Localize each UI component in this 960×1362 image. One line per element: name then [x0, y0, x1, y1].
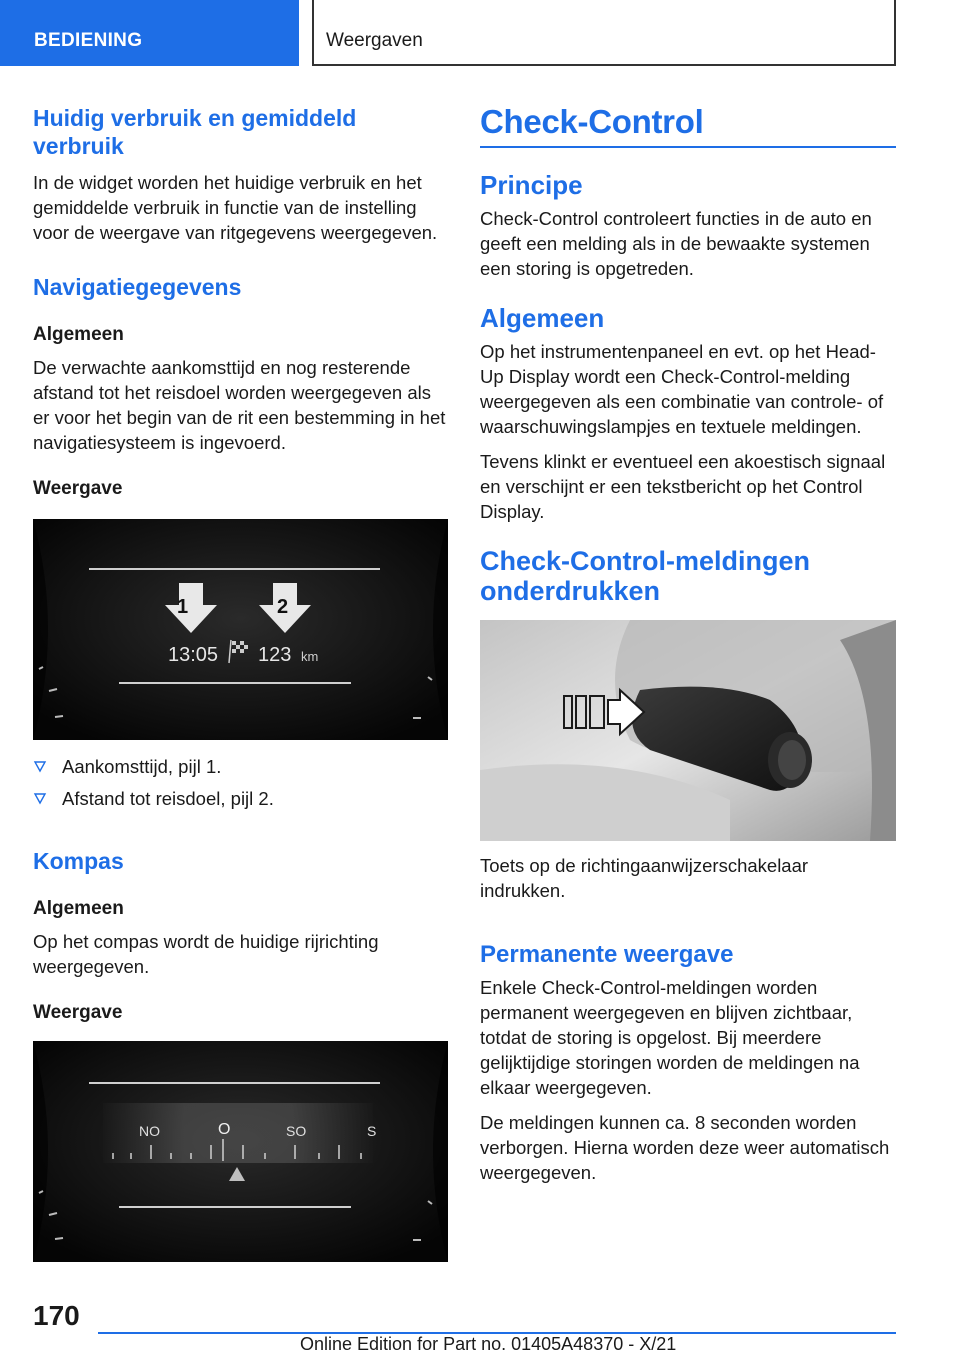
compass-label-no: NO [139, 1123, 160, 1139]
compass-graphic [33, 1041, 448, 1262]
navigation-heading: Navigatiegegevens [33, 274, 242, 300]
compass-text: Op het compas wordt de huidige rijrichting weergegeven. [33, 931, 379, 977]
compass-display-subheading: Weergave [33, 1002, 123, 1023]
cluster-graphic [33, 519, 448, 740]
permanent-heading: Permanente weergave [480, 941, 734, 968]
compass-general-subheading: Algemeen [33, 898, 124, 919]
footer-edition: Online Edition for Part no. 01405A48370 - X/21 [300, 1334, 677, 1354]
compass-label-o: O [218, 1121, 231, 1138]
principe-text: Check-Control controleert functies in de auto en geeft een melding als in de bewaakte systemen een storing is opgetreden. [480, 208, 872, 279]
triangle-bullet-icon [33, 791, 47, 805]
navigation-bullet-list [33, 754, 448, 811]
section-title-box [312, 0, 896, 66]
suppress-text: Toets op de richtingaanwijzerschakelaar indrukken. [480, 855, 809, 901]
remaining-distance: 123 [258, 644, 292, 666]
navigation-text: De verwachte aankomsttijd en nog resterende afstand tot het reisdoel worden weergegeven als er voor het begin van de rit een bestemming in het navigatiesysteem is ingevoerd. [33, 357, 446, 453]
turn-signal-illustration [480, 620, 896, 841]
distance-unit: km [301, 649, 319, 664]
principe-heading: Principe [480, 170, 583, 200]
navigation-display-subheading: Weergave [33, 478, 123, 499]
compass-label-s: S [367, 1123, 377, 1139]
turn-signal-switch-image [480, 620, 896, 841]
section-tab-label: BEDIENING [34, 30, 143, 51]
compass-label-so: SO [286, 1123, 307, 1139]
consumption-text: In de widget worden het huidige verbruik en het gemiddelde verbruik in functie van de instelling voor de weergave van ritgegevens weergegeven. [33, 172, 438, 243]
consumption-heading: Huidig verbruik en gemiddeld verbruik [33, 105, 357, 159]
triangle-bullet-icon [33, 759, 47, 773]
suppress-heading: Check-Control-meldingen onderdrukken [480, 546, 811, 606]
section-title: Weergaven [326, 30, 423, 51]
left-column [33, 100, 448, 1262]
algemeen-heading: Algemeen [480, 303, 605, 333]
compass-heading: Kompas [33, 848, 124, 874]
check-control-title: Check-Control [480, 103, 704, 140]
arrow-1-label: 1 [177, 596, 189, 618]
right-column [480, 100, 896, 1185]
page-number: 170 [33, 1300, 80, 1331]
permanent-text-2: De meldingen kunnen ca. 8 seconden worden verborgen. Hierna worden deze weer automatisch weergegeven. [480, 1112, 890, 1183]
list-item [33, 786, 448, 811]
navigation-general-subheading: Algemeen [33, 324, 124, 345]
navigation-display-image [33, 519, 448, 740]
algemeen-text-2: Tevens klinkt er eventueel een akoestisch signaal en verschijnt er een tekstbericht op het Control Display. [480, 451, 886, 522]
bullet-text: Aankomsttijd, pijl 1. [62, 756, 222, 777]
bullet-text: Afstand tot reisdoel, pijl 2. [62, 788, 274, 809]
check-control-title-block [480, 100, 896, 148]
list-item [33, 754, 448, 779]
section-tab [0, 0, 299, 66]
compass-display-image [33, 1041, 448, 1262]
arrow-2-label: 2 [277, 596, 289, 618]
arrival-time: 13:05 [168, 644, 219, 666]
algemeen-text-1: Op het instrumentenpaneel en evt. op het Head-Up Display wordt een Check-Control-melding weergegeven als een combinatie van controle- of waarschuwingslampjes en textuele meldingen. [480, 341, 884, 437]
permanent-text-1: Enkele Check-Control-meldingen worden permanent weergegeven en blijven zichtbaar, totdat de storing is opgelost. Bij meerdere gelijktijdige storingen worden de meldingen na elkaar weergegeven. [480, 977, 860, 1098]
